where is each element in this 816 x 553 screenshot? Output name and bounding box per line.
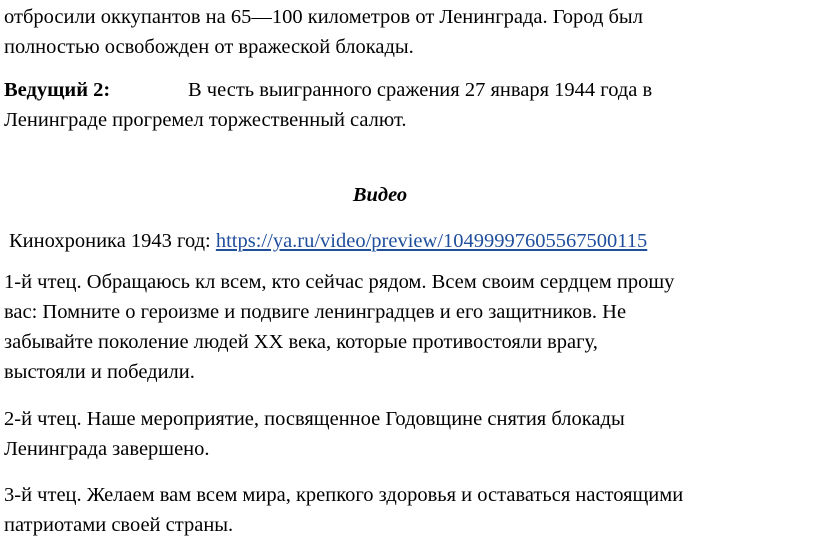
newsreel-paragraph — [9, 226, 812, 256]
reader3-paragraph — [4, 480, 812, 540]
reader3-line-2: патриотами своей страны. — [4, 514, 234, 536]
intro-line-2: полностью освобожден от вражеской блокады. — [4, 36, 414, 58]
reader3-line-1: 3-й чтец. Желаем вам всем мира, крепкого здоровья и оставаться настоящими — [4, 484, 684, 506]
newsreel-link-tail: 5 — [637, 230, 648, 252]
reader2-line-2: Ленинграда завершено. — [4, 438, 210, 460]
host2-line-1 — [4, 75, 812, 105]
host2-speaker-label: Ведущий 2: — [4, 79, 111, 101]
host2-line-2: Ленинграде прогремел торжественный салют. — [4, 109, 407, 131]
reader1-line-1: 1-й чтец. Обращаюсь кл всем, кто сейчас рядом. Всем своим сердцем прошу — [4, 271, 675, 293]
reader1-line-4: выстояли и победили. — [4, 361, 195, 383]
intro-line-1: отбросили оккупантов на 65—100 километров от Ленинграда. Город был — [4, 6, 643, 28]
reader1-paragraph — [4, 267, 812, 387]
host2-text-1: В честь выигранного сражения 27 января 1944 года в — [188, 79, 653, 101]
video-heading: Видео — [352, 184, 408, 206]
reader2-paragraph — [4, 404, 812, 464]
newsreel-link[interactable] — [216, 230, 647, 252]
newsreel-label: Кинохроника 1943 год: — [9, 230, 216, 252]
reader1-line-2: вас: Помните о героизме и подвиге ленинградцев и его защитников. Не — [4, 301, 627, 323]
reader1-line-3: забывайте поколение людей XX века, которые противостояли врагу, — [4, 331, 598, 353]
newsreel-link-text: https://ya.ru/video/preview/1049999760556750011 — [215, 230, 638, 252]
host2-paragraph — [4, 75, 812, 135]
intro-paragraph — [4, 2, 812, 62]
reader2-line-1: 2-й чтец. Наше мероприятие, посвященное Годовщине снятия блокады — [4, 408, 625, 430]
